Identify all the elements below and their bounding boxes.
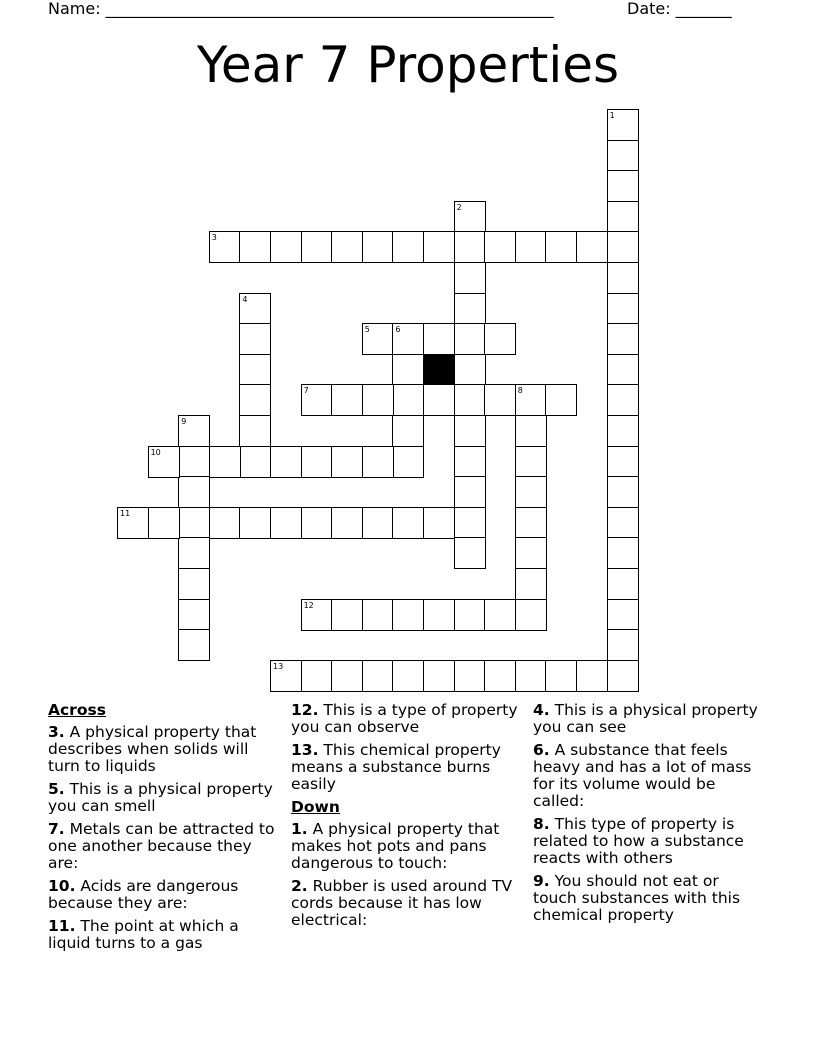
grid-cell[interactable] xyxy=(423,599,455,631)
grid-cell[interactable] xyxy=(392,231,424,263)
grid-cell[interactable] xyxy=(362,507,394,539)
grid-cell[interactable] xyxy=(209,507,241,539)
clue-number: 8 xyxy=(517,386,523,396)
grid-cell[interactable] xyxy=(454,507,486,539)
grid-cell[interactable] xyxy=(607,109,639,141)
grid-cell[interactable] xyxy=(576,660,608,692)
clue-number: 13 xyxy=(273,661,284,671)
grid-cell[interactable] xyxy=(515,384,547,416)
grid-cell[interactable] xyxy=(607,415,639,447)
clue-number: 2 xyxy=(456,202,462,212)
grid-cell[interactable] xyxy=(362,599,394,631)
grid-cell[interactable] xyxy=(423,231,455,263)
grid-cell[interactable] xyxy=(331,231,363,263)
clue-down-9: 9. You should not eat or touch substances with this chemical property xyxy=(533,872,741,924)
grid-cell[interactable] xyxy=(209,231,241,263)
grid-cell[interactable] xyxy=(515,507,547,539)
grid-cell[interactable] xyxy=(607,323,639,355)
grid-cell[interactable] xyxy=(239,231,271,263)
grid-cell[interactable] xyxy=(178,446,210,478)
grid-cell[interactable] xyxy=(607,568,639,600)
clue-column-3 xyxy=(533,702,763,930)
grid-cell[interactable] xyxy=(362,323,394,355)
clue-across-10: 10. Acids are dangerous because they are: xyxy=(48,877,239,912)
clue-number: 4 xyxy=(242,294,248,304)
grid-cell[interactable] xyxy=(331,660,363,692)
grid-cell[interactable] xyxy=(576,231,608,263)
grid-cell[interactable] xyxy=(454,293,486,325)
grid-cell[interactable] xyxy=(392,354,424,386)
clue-column-2 xyxy=(291,702,519,935)
clue-down-4: 4. This is a physical property you can see xyxy=(533,701,758,736)
grid-cell[interactable] xyxy=(515,660,547,692)
clue-number: 6 xyxy=(395,325,401,335)
clue-number: 7 xyxy=(303,386,309,396)
clue-across-3: 3. A physical property that describes when solids will turn to liquids xyxy=(48,723,257,775)
clue-across-13: 13. This chemical property means a substance burns easily xyxy=(291,741,501,793)
grid-cell[interactable] xyxy=(607,599,639,631)
grid-cell[interactable] xyxy=(392,507,424,539)
clue-number: 10 xyxy=(150,447,161,457)
grid-cell[interactable] xyxy=(484,231,516,263)
grid-cell[interactable] xyxy=(239,415,271,447)
grid-cell[interactable] xyxy=(178,507,210,539)
grid-cell[interactable] xyxy=(454,660,486,692)
grid-cell[interactable] xyxy=(392,660,424,692)
grid-cell[interactable] xyxy=(148,507,180,539)
clue-number: 11 xyxy=(120,508,131,518)
grid-cell[interactable] xyxy=(607,354,639,386)
clue-column-1 xyxy=(48,702,280,958)
clue-across-7: 7. Metals can be attracted to one another because they are: xyxy=(48,820,275,872)
grid-cell[interactable] xyxy=(209,446,241,478)
grid-cell[interactable] xyxy=(239,384,271,416)
grid-cell[interactable] xyxy=(362,446,394,478)
grid-cell[interactable] xyxy=(270,507,302,539)
grid-cell[interactable] xyxy=(607,446,639,478)
grid-cell[interactable] xyxy=(270,446,302,478)
grid-cell[interactable] xyxy=(270,660,302,692)
clue-down-6: 6. A substance that feels heavy and has a lot of mass for its volume would be called: xyxy=(533,741,752,810)
grid-cell[interactable] xyxy=(515,568,547,600)
grid-cell[interactable] xyxy=(239,323,271,355)
clue-down-8: 8. This type of property is related to how a substance reacts with others xyxy=(533,815,744,867)
grid-cell[interactable] xyxy=(454,323,486,355)
grid-cell[interactable] xyxy=(301,599,333,631)
grid-cell[interactable] xyxy=(331,446,363,478)
grid-cell[interactable] xyxy=(484,384,516,416)
grid-cell[interactable] xyxy=(607,140,639,172)
grid-cell[interactable] xyxy=(484,660,516,692)
grid-cell[interactable] xyxy=(607,537,639,569)
grid-cell[interactable] xyxy=(454,446,486,478)
date-label: Date: _______ xyxy=(627,0,732,18)
grid-cell[interactable] xyxy=(607,293,639,325)
grid-cell[interactable] xyxy=(178,537,210,569)
grid-cell[interactable] xyxy=(607,201,639,233)
grid-cell[interactable] xyxy=(301,231,333,263)
grid-cell[interactable] xyxy=(454,384,486,416)
grid-cell[interactable] xyxy=(392,323,424,355)
clue-across-11: 11. The point at which a liquid turns to a gas xyxy=(48,917,239,952)
grid-cell[interactable] xyxy=(545,384,577,416)
grid-cell[interactable] xyxy=(454,599,486,631)
clue-number: 12 xyxy=(303,600,314,610)
clue-number: 1 xyxy=(609,111,615,120)
grid-cell[interactable] xyxy=(331,384,363,416)
grid-cell[interactable] xyxy=(178,568,210,600)
grid-cell[interactable] xyxy=(515,476,547,508)
grid-cell[interactable] xyxy=(454,201,486,233)
grid-cell[interactable] xyxy=(392,415,424,447)
grid-cell[interactable] xyxy=(331,507,363,539)
down-heading: Down xyxy=(291,798,340,816)
grid-cell[interactable] xyxy=(178,415,210,447)
clue-number: 3 xyxy=(211,233,217,243)
grid-cell[interactable] xyxy=(362,660,394,692)
grid-cell[interactable] xyxy=(545,660,577,692)
grid-cell[interactable] xyxy=(454,476,486,508)
grid-cell[interactable] xyxy=(178,629,210,661)
grid-cell[interactable] xyxy=(392,384,424,416)
grid-cell[interactable] xyxy=(423,507,455,539)
grid-cell[interactable] xyxy=(301,507,333,539)
grid-cell[interactable] xyxy=(607,660,639,692)
grid-cell[interactable] xyxy=(515,599,547,631)
grid-cell[interactable] xyxy=(301,660,333,692)
clue-across-5: 5. This is a physical property you can smell xyxy=(48,780,273,815)
black-square xyxy=(424,355,454,385)
grid-cell[interactable] xyxy=(392,446,424,478)
clue-down-2: 2. Rubber is used around TV cords because it has low electrical: xyxy=(291,877,513,929)
grid-cell[interactable] xyxy=(484,323,516,355)
grid-cell[interactable] xyxy=(454,231,486,263)
grid-cell[interactable] xyxy=(239,354,271,386)
grid-cell[interactable] xyxy=(454,354,486,386)
page-title: Year 7 Properties xyxy=(196,36,620,94)
grid-cell[interactable] xyxy=(178,476,210,508)
clue-down-1: 1. A physical property that makes hot pots and pans dangerous to touch: xyxy=(291,820,500,872)
grid-cell[interactable] xyxy=(270,231,302,263)
across-heading: Across xyxy=(48,701,106,719)
grid-cell[interactable] xyxy=(239,507,271,539)
grid-cell[interactable] xyxy=(607,629,639,661)
grid-cell[interactable] xyxy=(239,446,271,478)
grid-cell[interactable] xyxy=(515,446,547,478)
grid-cell[interactable] xyxy=(515,231,547,263)
grid-cell[interactable] xyxy=(301,446,333,478)
grid-cell[interactable] xyxy=(454,537,486,569)
grid-cell[interactable] xyxy=(454,415,486,447)
grid-cell[interactable] xyxy=(423,660,455,692)
grid-cell[interactable] xyxy=(454,262,486,294)
name-label: Name: ________________________________________________________ xyxy=(48,0,554,18)
grid-cell[interactable] xyxy=(423,323,455,355)
grid-cell[interactable] xyxy=(301,384,333,416)
grid-cell[interactable] xyxy=(178,599,210,631)
clue-number: 5 xyxy=(364,325,370,335)
clue-across-12: 12. This is a type of property you can observe xyxy=(291,701,518,736)
grid-cell[interactable] xyxy=(484,599,516,631)
grid-cell[interactable] xyxy=(331,599,363,631)
grid-cell[interactable] xyxy=(607,476,639,508)
grid-cell[interactable] xyxy=(607,231,639,263)
grid-cell[interactable] xyxy=(515,537,547,569)
grid-cell[interactable] xyxy=(239,293,271,325)
grid-cell[interactable] xyxy=(515,415,547,447)
grid-cell[interactable] xyxy=(423,384,455,416)
grid-cell[interactable] xyxy=(545,231,577,263)
grid-cell[interactable] xyxy=(607,384,639,416)
grid-cell[interactable] xyxy=(117,507,149,539)
grid-cell[interactable] xyxy=(607,170,639,202)
grid-cell[interactable] xyxy=(607,507,639,539)
grid-cell[interactable] xyxy=(362,231,394,263)
clue-number: 9 xyxy=(181,417,187,426)
grid-cell[interactable] xyxy=(607,262,639,294)
grid-cell[interactable] xyxy=(392,599,424,631)
grid-cell[interactable] xyxy=(362,384,394,416)
grid-cell[interactable] xyxy=(148,446,180,478)
